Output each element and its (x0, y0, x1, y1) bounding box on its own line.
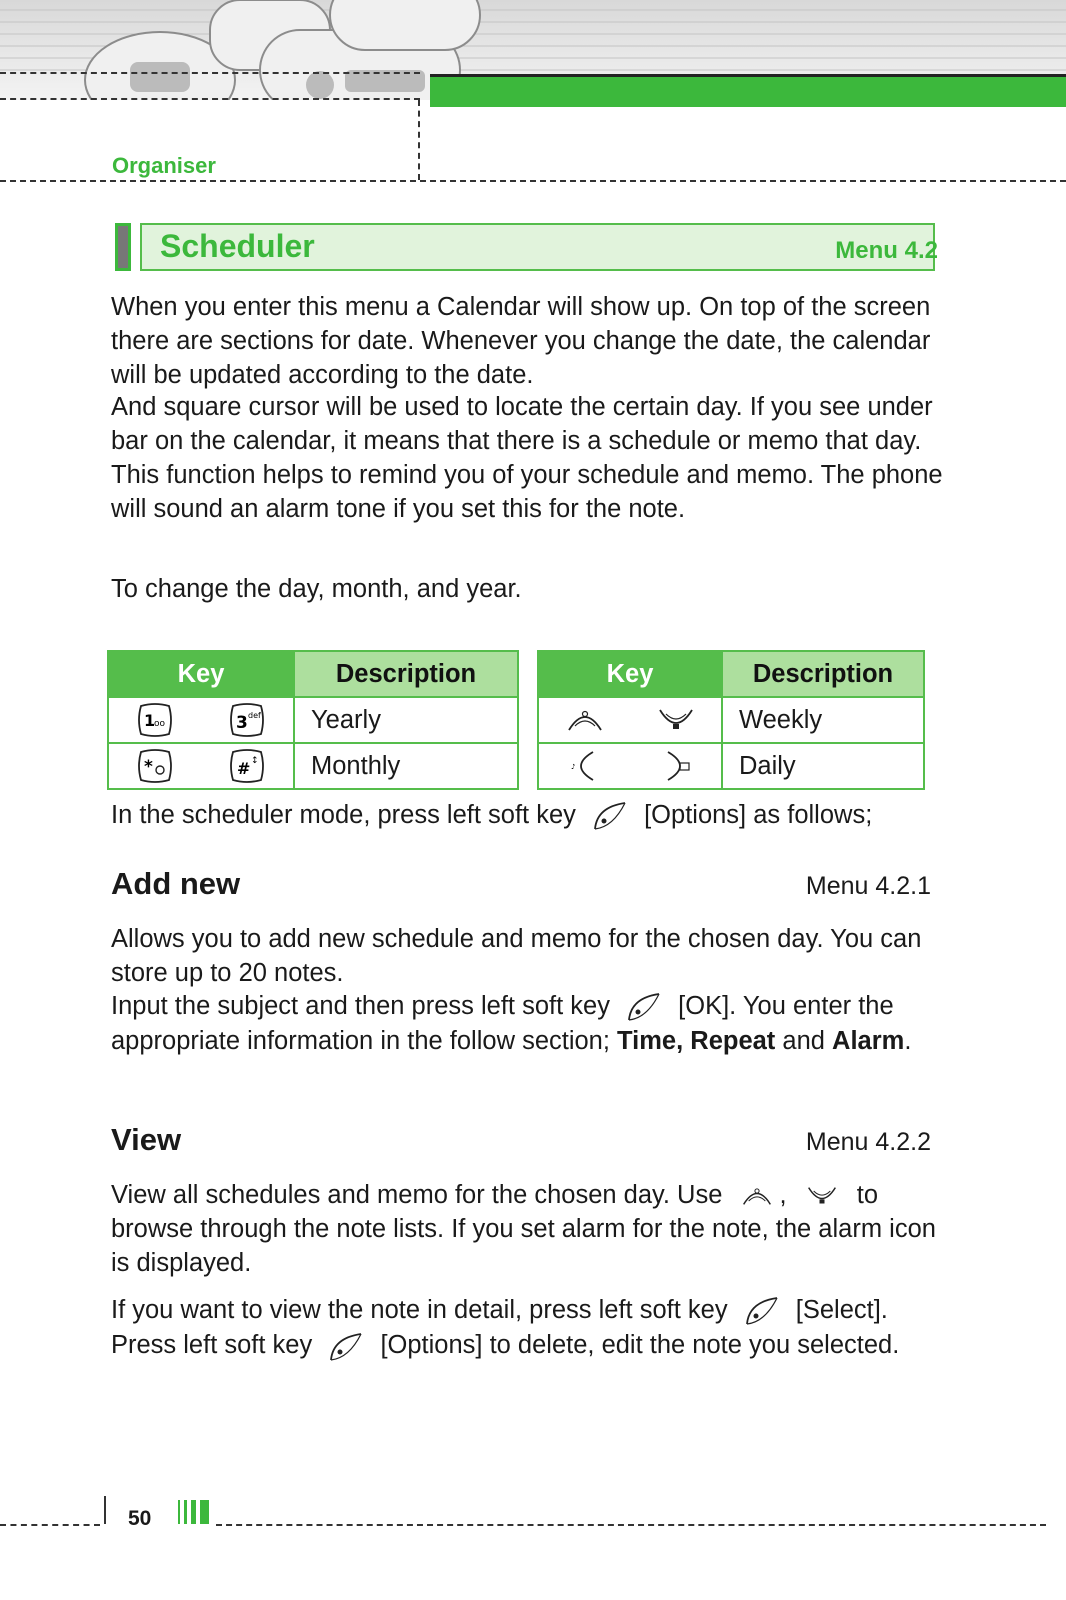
table-row (538, 743, 924, 789)
table-header-description: Description (294, 651, 518, 697)
view-paragraph-1: View all schedules and memo for the chosen day. Use , to browse through the note lists. If you set alarm for the note, the alarm icon is displayed. (111, 1181, 936, 1277)
page-number: 50 (128, 1507, 152, 1530)
key-star-icon (135, 748, 175, 784)
header-dash-top (0, 72, 420, 74)
nav-down-icon (802, 1181, 842, 1211)
intro-paragraph-3: To change the day, month, and year. (111, 575, 522, 603)
add-new-paragraph-2: Input the subject and then press left soft key [OK]. You enter the appropriate information in the follow section; Time, Repeat and Alarm. (111, 992, 912, 1056)
footer-dash-left (0, 1524, 100, 1526)
svg-text:1: 1 (144, 711, 156, 730)
title-menu-number: Menu 4.2 (835, 237, 938, 264)
add-new-heading: Add new (111, 866, 241, 901)
title-marker (115, 223, 131, 271)
intro-paragraph-1: When you enter this menu a Calendar will show up. On top of the screen there are sections for date. Whenever you change the date, the calendar will be updated according to the date. (111, 293, 931, 389)
key-table-right (537, 650, 925, 790)
header-dash-vertical (418, 100, 420, 180)
left-soft-key-icon (327, 1330, 365, 1364)
svg-text:def: def (248, 711, 261, 720)
table-header-key: Key (108, 651, 294, 697)
desc-daily: Daily (722, 743, 924, 789)
left-soft-key-icon (591, 799, 629, 833)
footer-bars (178, 1500, 209, 1524)
page-title: Scheduler (160, 228, 315, 264)
key-3-icon (227, 702, 267, 738)
header-dash-mid (0, 98, 420, 100)
nav-left-icon (565, 748, 605, 784)
desc-weekly: Weekly (722, 697, 924, 743)
table-row (108, 697, 518, 743)
svg-text:♪: ♪ (570, 763, 575, 771)
footer-dash-right (216, 1524, 1046, 1526)
add-new-paragraph-1: Allows you to add new schedule and memo for the chosen day. You can store up to 20 notes. (111, 925, 922, 987)
view-paragraph-2: If you want to view the note in detail, press left soft key [Select]. Press left soft key [Options] to delete, edit the note you selected. (111, 1293, 951, 1364)
header-green-band (430, 74, 1066, 107)
view-menu-number: Menu 4.2.2 (805, 1128, 931, 1156)
svg-text:↕: ↕ (251, 756, 259, 766)
table-header-key: Key (538, 651, 722, 697)
nav-up-icon (737, 1181, 777, 1211)
svg-text:oo: oo (154, 719, 166, 729)
left-soft-key-icon (625, 990, 663, 1024)
table-row (108, 743, 518, 789)
nav-right-icon (656, 748, 696, 784)
key-hash-icon (227, 748, 267, 784)
svg-text:*: * (144, 757, 153, 777)
svg-text:#: # (237, 759, 251, 778)
view-heading: View (111, 1122, 182, 1157)
table-header-description: Description (722, 651, 924, 697)
nav-up-icon (565, 702, 605, 738)
add-new-menu-number: Menu 4.2.1 (805, 872, 931, 900)
footer-tick (104, 1496, 106, 1524)
nav-down-icon (656, 702, 696, 738)
intro-paragraph-2: And square cursor will be used to locate the certain day. If you see under bar on the calendar, it means that there is a schedule or memo that day. This function helps to remind you of your schedule and memo. The phone will sound an alarm tone if you set this for the note. (111, 393, 943, 523)
table-row (538, 697, 924, 743)
desc-yearly: Yearly (294, 697, 518, 743)
left-soft-key-icon (743, 1294, 781, 1328)
key-table-left (107, 650, 519, 790)
options-line: In the scheduler mode, press left soft key [Options] as follows; (111, 798, 1011, 833)
desc-monthly: Monthly (294, 743, 518, 789)
header-dash-bottom (0, 180, 1066, 182)
section-label: Organiser (112, 153, 216, 178)
svg-text:3: 3 (236, 713, 248, 733)
key-1-icon (135, 702, 175, 738)
